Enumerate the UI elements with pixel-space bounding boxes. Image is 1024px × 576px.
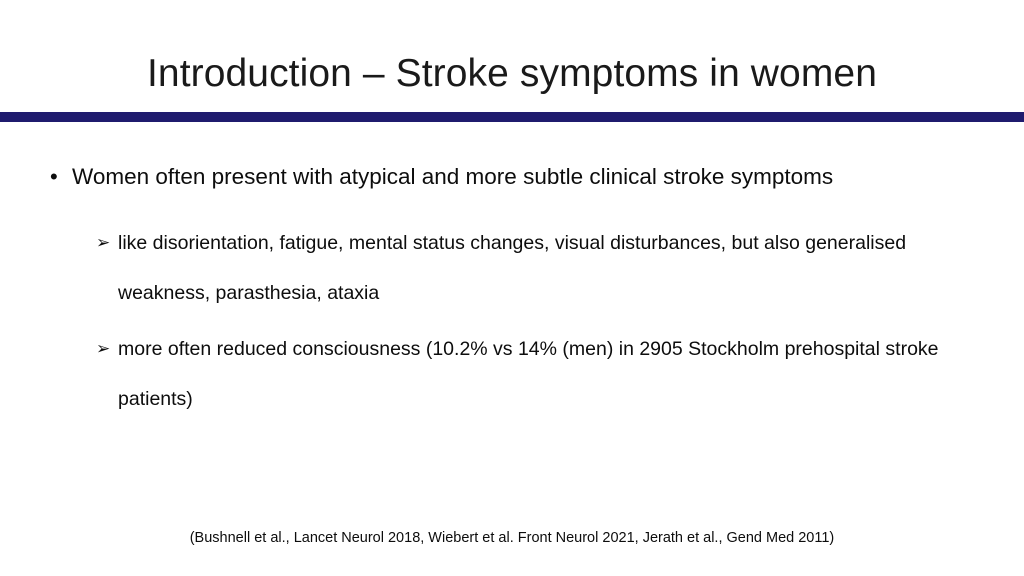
title-divider [0, 112, 1024, 122]
references-text: (Bushnell et al., Lancet Neurol 2018, Wiebert et al. Front Neurol 2021, Jerath et al., Gend Med 2011) [189, 530, 835, 546]
arrow-bullet-icon: ➢ [96, 339, 111, 358]
list-item [0, 218, 1024, 318]
page-title: Introduction – Stroke symptoms in women [146, 52, 878, 95]
arrow-bullet-icon: ➢ [96, 233, 111, 252]
spacer [0, 204, 1024, 212]
list-item [0, 324, 1024, 424]
list-item-label: more often reduced consciousness (10.2% vs 14% (men) in 2905 Stockholm prehospital stroke patients) [118, 338, 939, 410]
list-item-label: like disorientation, fatigue, mental status changes, visual disturbances, but also generalised weakness, parasthesia, ataxia [118, 232, 907, 304]
list-item-label: Women often present with atypical and more subtle clinical stroke symptoms [72, 164, 834, 189]
slide-body [0, 150, 1024, 424]
bullet-dot-icon: • [50, 164, 58, 189]
list-item [0, 150, 1024, 204]
